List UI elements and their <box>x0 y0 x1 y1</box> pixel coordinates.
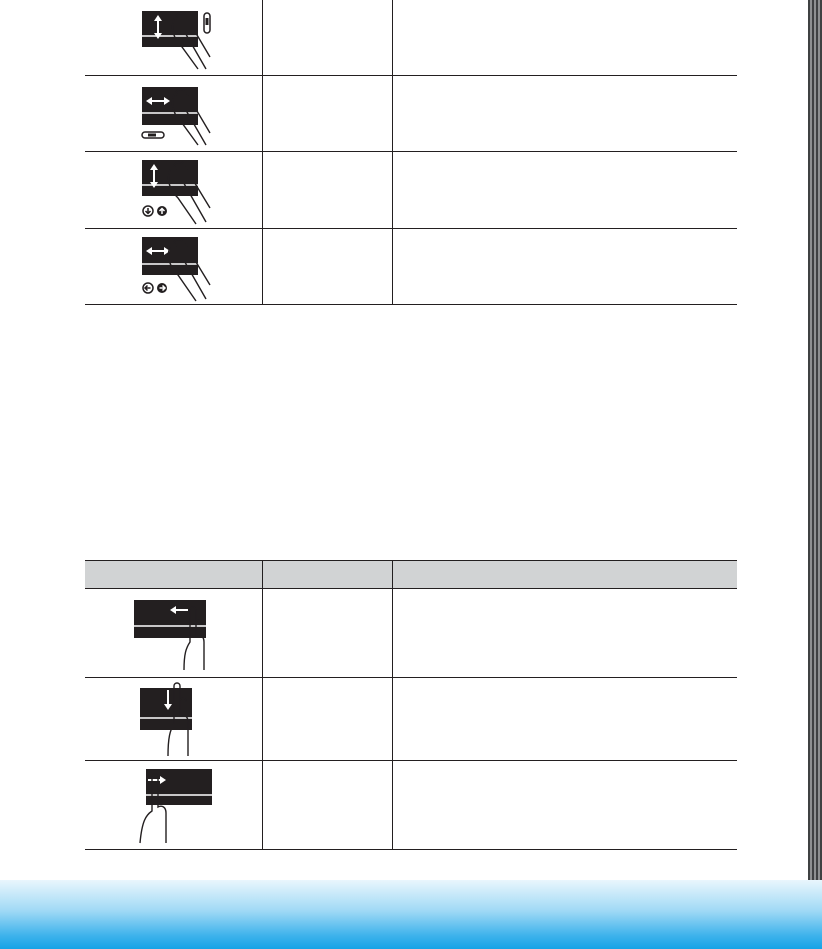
page-edge-rule <box>808 0 822 880</box>
swipe-from-right-edge-icon <box>118 592 228 674</box>
table-row <box>85 152 737 229</box>
gesture-table-bottom <box>85 560 737 850</box>
gesture-illustration-cell <box>85 0 262 76</box>
gesture-description-cell <box>392 761 737 850</box>
column-header <box>262 561 392 589</box>
gesture-illustration-cell <box>85 678 262 761</box>
table-header-row <box>85 561 737 589</box>
gesture-illustration-cell <box>85 589 262 678</box>
gesture-illustration-cell <box>85 229 262 305</box>
swipe-from-left-edge-icon <box>118 763 228 847</box>
gesture-illustration-cell <box>85 152 262 229</box>
table-row <box>85 589 737 678</box>
gesture-name-cell <box>262 761 392 850</box>
gesture-description-cell <box>392 589 737 678</box>
gesture-illustration-cell <box>85 76 262 152</box>
table-row <box>85 76 737 152</box>
two-finger-horizontal-scroll-icon <box>118 79 228 149</box>
gesture-description-cell <box>392 152 737 229</box>
gesture-name-cell <box>262 678 392 761</box>
two-finger-horizontal-swipe-icon <box>118 231 228 303</box>
gesture-table-top <box>85 0 737 305</box>
column-header <box>392 561 737 589</box>
gesture-description-cell <box>392 0 737 76</box>
gesture-description-cell <box>392 229 737 305</box>
column-header <box>85 561 262 589</box>
gesture-description-cell <box>392 678 737 761</box>
two-finger-vertical-scroll-icon <box>118 3 228 73</box>
table-row <box>85 0 737 76</box>
table-row <box>85 229 737 305</box>
table-row <box>85 761 737 850</box>
gesture-description-cell <box>392 76 737 152</box>
gesture-name-cell <box>262 0 392 76</box>
table-row <box>85 678 737 761</box>
gesture-illustration-cell <box>85 761 262 850</box>
footer-gradient-band <box>0 880 822 949</box>
swipe-from-top-edge-icon <box>118 680 228 758</box>
gesture-name-cell <box>262 589 392 678</box>
gesture-name-cell <box>262 152 392 229</box>
gesture-name-cell <box>262 229 392 305</box>
two-finger-vertical-swipe-icon <box>118 154 228 226</box>
gesture-name-cell <box>262 76 392 152</box>
